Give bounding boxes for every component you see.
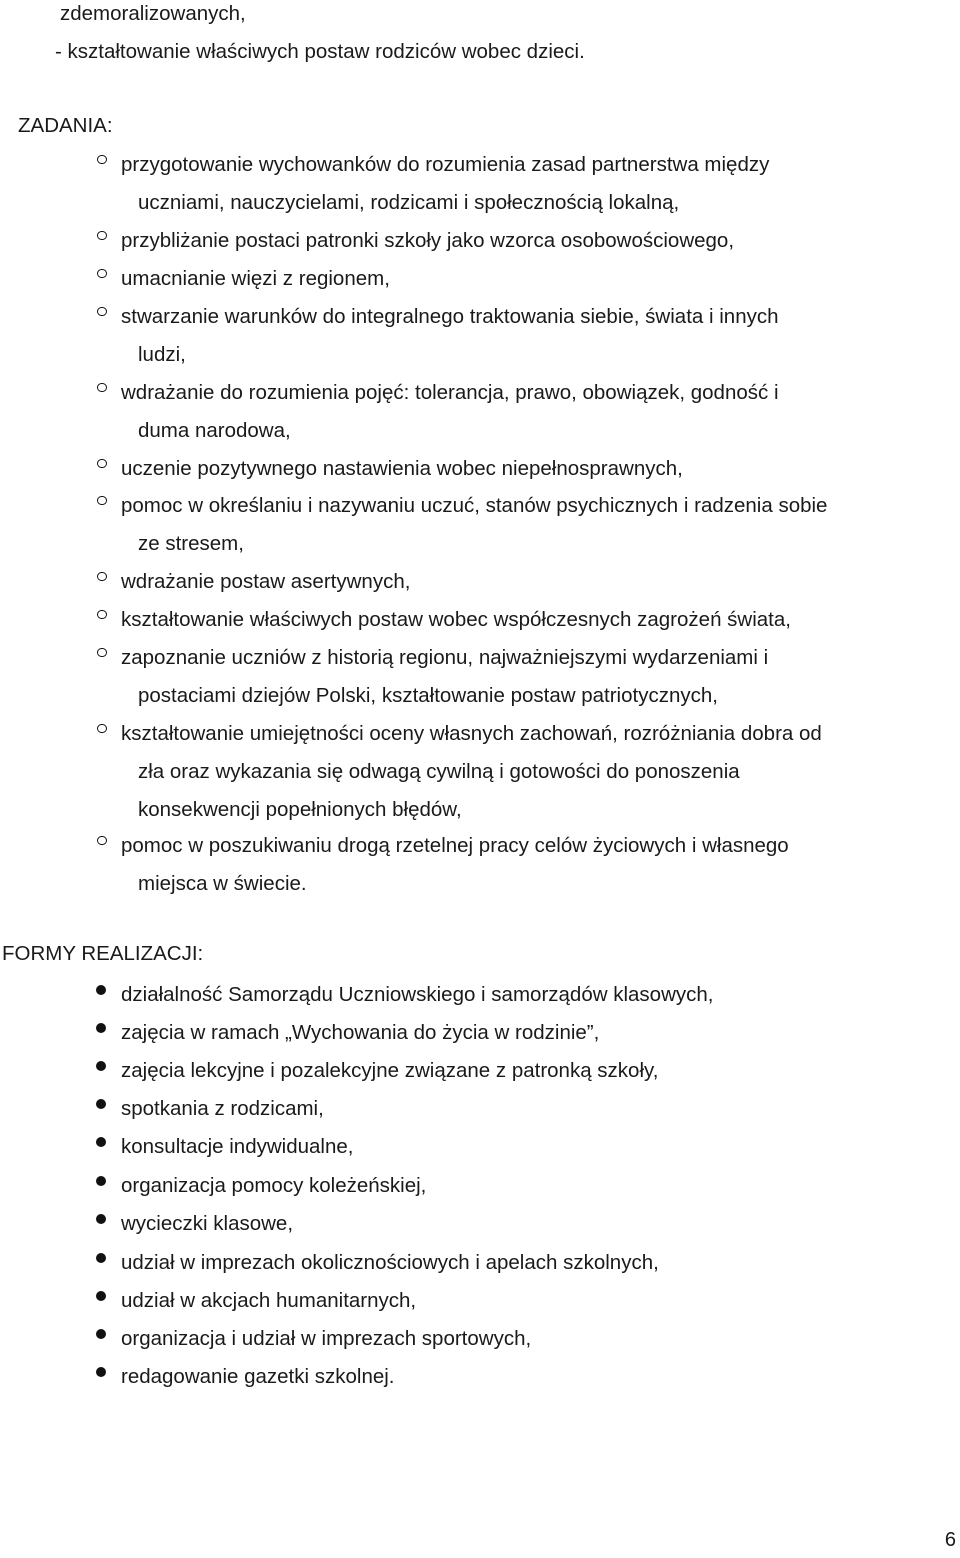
zadania-item-line: ze stresem, — [138, 532, 244, 555]
formy-item-text — [121, 1090, 951, 1128]
zadania-item-line: duma narodowa, — [138, 419, 291, 442]
zadania-item-line: stwarzanie warunków do integralnego traktowania siebie, świata i innych — [121, 305, 779, 328]
zadania-item-line: wdrażanie do rozumienia pojęć: tolerancja, prawo, obowiązek, godność i — [121, 381, 779, 404]
zadania-item-line: umacnianie więzi z regionem, — [121, 267, 390, 290]
bullet-icon — [96, 1099, 106, 1109]
zadania-item-text — [121, 563, 951, 601]
zadania-item-text — [121, 639, 951, 715]
bullet-icon — [96, 1367, 106, 1377]
formy-item-text — [121, 1282, 951, 1320]
zadania-item-text — [121, 298, 951, 374]
zadania-item-line: zapoznanie uczniów z historią regionu, najważniejszymi wydarzeniami i — [121, 646, 769, 669]
bullet-icon — [97, 836, 107, 846]
zadania-item-line: pomoc w poszukiwaniu drogą rzetelnej pracy celów życiowych i własnego — [121, 834, 789, 857]
formy-item-line: konsultacje indywidualne, — [121, 1135, 354, 1158]
formy-item-line: wycieczki klasowe, — [121, 1212, 294, 1235]
zadania-item-text — [121, 146, 951, 222]
intro-line-1: zdemoralizowanych, — [60, 2, 246, 25]
zadania-item-line: przybliżanie postaci patronki szkoły jako wzorca osobowościowego, — [121, 229, 735, 252]
zadania-item-line: konsekwencji popełnionych błędów, — [138, 798, 462, 821]
zadania-item-text — [121, 827, 951, 903]
intro-line-2: - kształtowanie właściwych postaw rodziców wobec dzieci. — [55, 40, 585, 63]
zadania-item-text — [121, 487, 951, 563]
bullet-icon — [96, 1176, 106, 1186]
bullet-icon — [96, 1253, 106, 1263]
formy-item-line: redagowanie gazetki szkolnej. — [121, 1365, 395, 1388]
formy-item-text — [121, 1244, 951, 1282]
zadania-item-line: kształtowanie umiejętności oceny własnych zachowań, rozróżniania dobra od — [121, 722, 822, 745]
zadania-item-text — [121, 374, 951, 450]
bullet-icon — [97, 155, 107, 165]
bullet-icon — [96, 1291, 106, 1301]
bullet-icon — [97, 269, 107, 279]
zadania-item-line: ludzi, — [138, 343, 186, 366]
bullet-icon — [97, 610, 107, 620]
zadania-item-line: miejsca w świecie. — [138, 872, 307, 895]
formy-item-line: organizacja i udział w imprezach sportowych, — [121, 1327, 532, 1350]
bullet-icon — [96, 1023, 106, 1033]
zadania-item-text — [121, 450, 951, 488]
zadania-item-line: zła oraz wykazania się odwagą cywilną i gotowości do ponoszenia — [138, 760, 740, 783]
formy-item-text — [121, 1358, 951, 1396]
formy-item-line: zajęcia w ramach „Wychowania do życia w rodzinie”, — [121, 1021, 600, 1044]
formy-heading: FORMY REALIZACJI: — [2, 942, 204, 965]
zadania-item-text — [121, 222, 951, 260]
bullet-icon — [97, 572, 107, 582]
bullet-icon — [97, 496, 107, 506]
formy-item-text — [121, 1167, 951, 1205]
zadania-item-line: uczniami, nauczycielami, rodzicami i społecznością lokalną, — [138, 191, 680, 214]
bullet-icon — [97, 383, 107, 393]
formy-item-line: spotkania z rodzicami, — [121, 1097, 324, 1120]
formy-item-line: zajęcia lekcyjne i pozalekcyjne związane z patronką szkoły, — [121, 1059, 659, 1082]
formy-item-line: udział w akcjach humanitarnych, — [121, 1289, 417, 1312]
bullet-icon — [97, 459, 107, 469]
formy-item-line: działalność Samorządu Uczniowskiego i samorządów klasowych, — [121, 983, 714, 1006]
zadania-item-text — [121, 601, 951, 639]
bullet-icon — [97, 724, 107, 734]
formy-item-text — [121, 1205, 951, 1243]
zadania-item-text — [121, 260, 951, 298]
bullet-icon — [97, 307, 107, 317]
bullet-icon — [96, 1329, 106, 1339]
formy-item-text — [121, 1052, 951, 1090]
zadania-item-line: kształtowanie właściwych postaw wobec współczesnych zagrożeń świata, — [121, 608, 791, 631]
bullet-icon — [96, 1137, 106, 1147]
zadania-heading: ZADANIA: — [18, 114, 113, 137]
zadania-item-line: pomoc w określaniu i nazywaniu uczuć, stanów psychicznych i radzenia sobie — [121, 494, 828, 517]
bullet-icon — [96, 1061, 106, 1071]
formy-item-line: udział w imprezach okolicznościowych i apelach szkolnych, — [121, 1251, 659, 1274]
formy-item-text — [121, 1128, 951, 1166]
formy-item-text — [121, 976, 951, 1014]
bullet-icon — [96, 1214, 106, 1224]
formy-item-line: organizacja pomocy koleżeńskiej, — [121, 1174, 427, 1197]
zadania-item-text — [121, 715, 951, 829]
zadania-item-line: uczenie pozytywnego nastawienia wobec niepełnosprawnych, — [121, 457, 683, 480]
formy-item-text — [121, 1320, 951, 1358]
page-number: 6 — [944, 1529, 956, 1551]
formy-item-text — [121, 1014, 951, 1052]
bullet-icon — [97, 648, 107, 658]
bullet-icon — [96, 985, 106, 995]
zadania-item-line: przygotowanie wychowanków do rozumienia zasad partnerstwa między — [121, 153, 770, 176]
zadania-item-line: wdrażanie postaw asertywnych, — [121, 570, 411, 593]
zadania-item-line: postaciami dziejów Polski, kształtowanie postaw patriotycznych, — [138, 684, 718, 707]
bullet-icon — [97, 231, 107, 241]
